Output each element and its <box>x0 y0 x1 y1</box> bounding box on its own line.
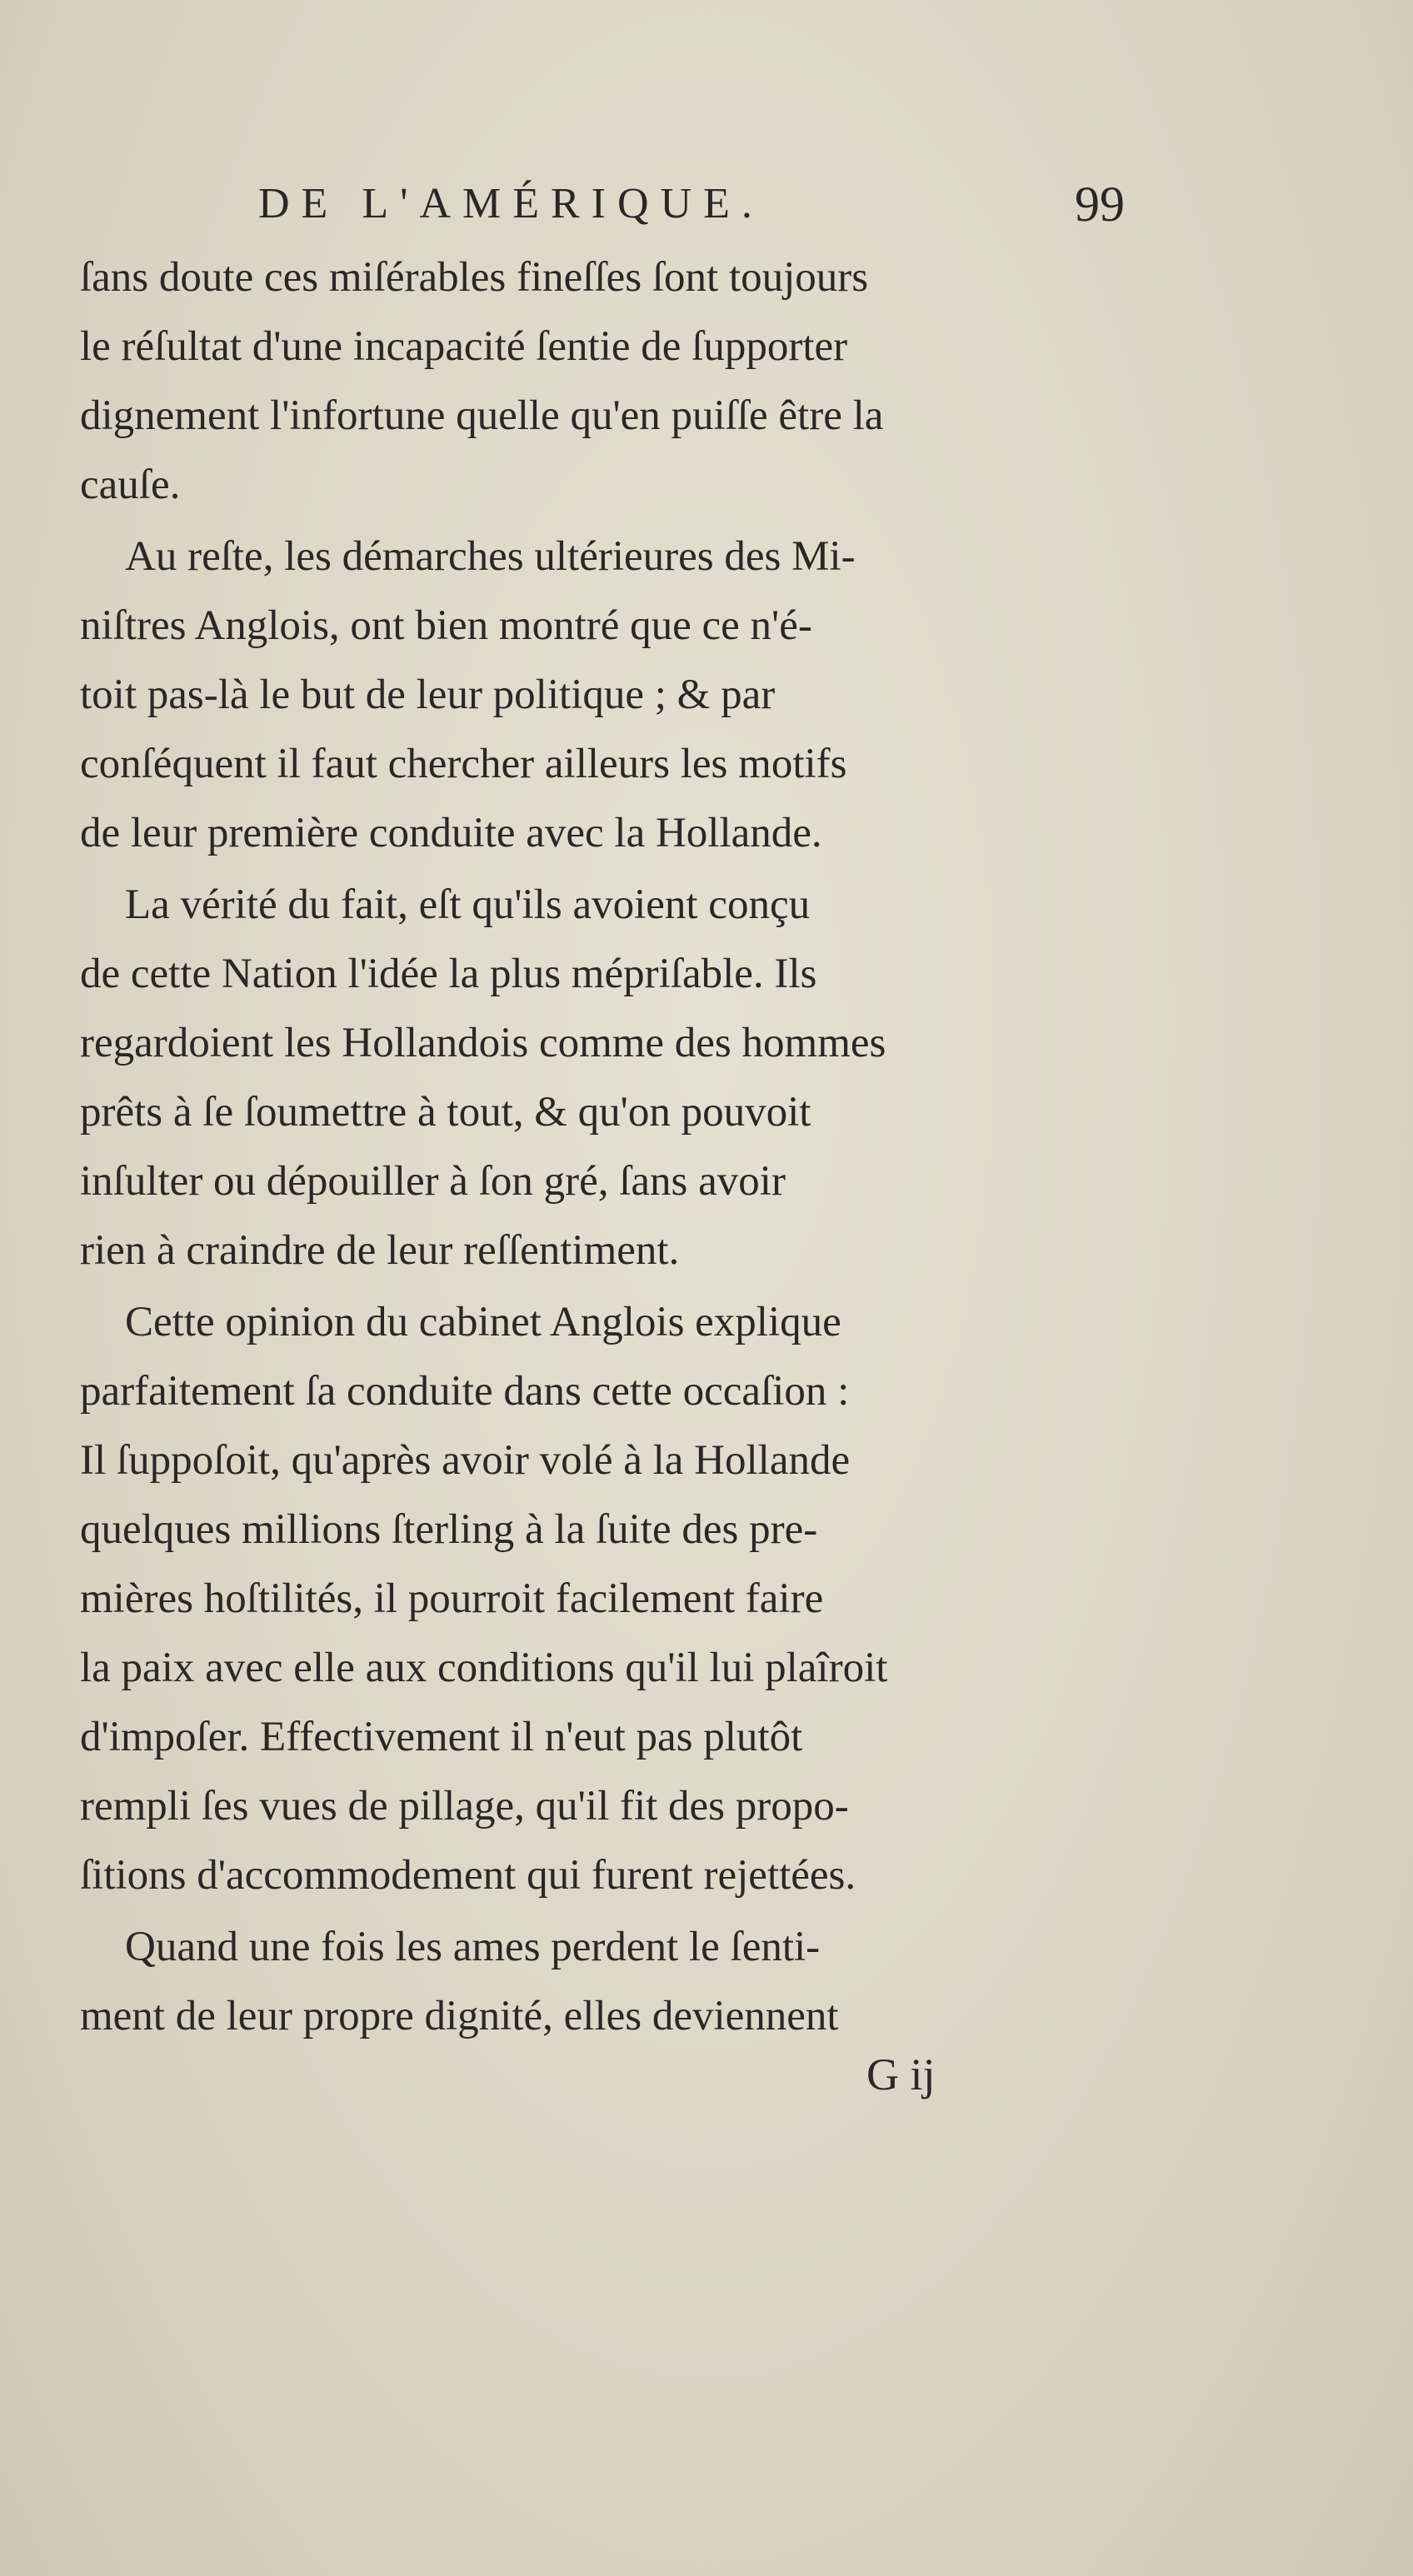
text-line: Au reſte, les démarches ultérieures des Mi- <box>125 533 856 580</box>
text-line: d'impoſer. Effectivement il n'eut pas plutôt <box>80 1714 803 1760</box>
text-line: parfaitement ſa conduite dans cette occaſion : <box>80 1368 850 1415</box>
text-line: dignement l'infortune quelle qu'en puiſſe être la <box>80 392 884 439</box>
text-line: le réſultat d'une incapacité ſentie de ſupporter <box>80 323 848 370</box>
text-line: toit pas-là le but de leur politique ; & par <box>80 671 776 718</box>
text-line: de cette Nation l'idée la plus mépriſable. Ils <box>80 951 817 997</box>
text-line: prêts à ſe ſoumettre à tout, & qu'on pouvoit <box>80 1089 811 1136</box>
text-line: conſéquent il faut chercher ailleurs les motifs <box>80 741 847 787</box>
text-line: ſans doute ces miſérables fineſſes ſont toujours <box>80 254 869 301</box>
text-line: cauſe. <box>80 462 181 508</box>
text-line: quelques millions ſterling à la ſuite des pre- <box>80 1506 818 1553</box>
text-line: la paix avec elle aux conditions qu'il lui plaîroit <box>80 1645 888 1691</box>
page-number: 99 <box>1075 177 1125 232</box>
text-line: rempli ſes vues de pillage, qu'il fit des propo- <box>80 1783 849 1830</box>
text-line: de leur première conduite avec la Hollande. <box>80 810 822 856</box>
page-header <box>258 171 1125 237</box>
text-line: regardoient les Hollandois comme des hommes <box>80 1020 886 1066</box>
text-line: La vérité du fait, eſt qu'ils avoient conçu <box>125 881 811 928</box>
text-line: inſulter ou dépouiller à ſon gré, ſans avoir <box>80 1158 786 1205</box>
text-line: ment de leur propre dignité, elles deviennent <box>80 1993 839 2039</box>
text-line: niſtres Anglois, ont bien montré que ce n'é- <box>80 602 812 649</box>
text-line: Quand une fois les ames perdent le ſenti- <box>125 1924 821 1970</box>
text-line: rien à craindre de leur reſſentiment. <box>80 1227 680 1274</box>
signature-mark: G ij <box>866 2049 936 2099</box>
text-line: mières hoſtilités, il pourroit facilement faire <box>80 1575 824 1622</box>
running-title: DE L'AMÉRIQUE. <box>258 180 764 227</box>
text-line: Cette opinion du cabinet Anglois explique <box>125 1299 841 1345</box>
body-text <box>80 243 1113 2051</box>
text-line: ſitions d'accommodement qui furent rejettées. <box>80 1852 856 1899</box>
text-line: Il ſuppoſoit, qu'après avoir volé à la Hollande <box>80 1437 851 1484</box>
